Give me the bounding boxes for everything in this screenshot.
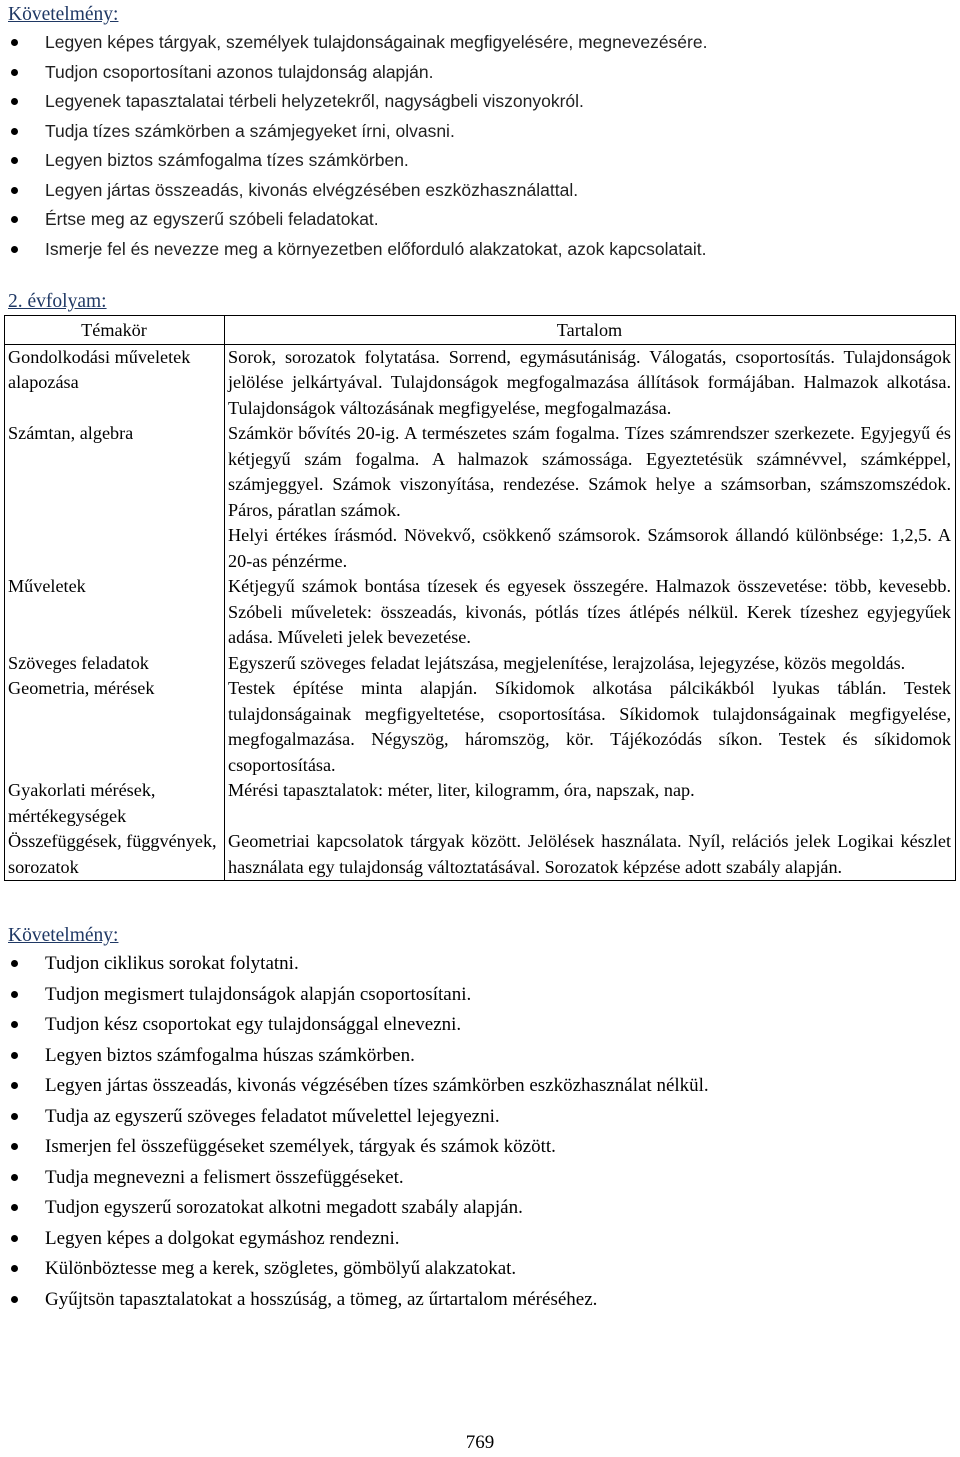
- content-paragraph: Számkör bővítés 20-ig. A természetes szám fogalma. Tízes számrendszer szerkezete. Egyjegyű és kétjegyű szám fogalma. A halmazok számossága. Egyeztetésük számnévvel, számképpel, számjeggyel. Számok viszonyítása, rendezése. Számok helye a számsorban, számszomszédok. Páros, páratlan számok.: [228, 423, 951, 520]
- requirements-heading-1: Követelmény:: [8, 4, 119, 25]
- list-item: Tudja megnevezni a felismert összefüggéseket.: [8, 1163, 952, 1194]
- list-item: Legyen jártas összeadás, kivonás végzésében tízes számkörben eszközhasználat nélkül.: [8, 1071, 952, 1102]
- content-paragraph: Geometriai kapcsolatok tárgyak között. Jelölések használata. Nyíl, relációs jelek Logikai készlet használata egy tulajdonság változtatásával. Sorozatok képzése adott szabály alapján.: [228, 831, 951, 877]
- list-item: Tudja az egyszerű szöveges feladatot művelettel lejegyezni.: [8, 1102, 952, 1133]
- table-row: [5, 344, 956, 421]
- requirements-list-1: [8, 28, 952, 264]
- list-item: Különböztesse meg a kerek, szögletes, gömbölyű alakzatokat.: [8, 1254, 952, 1285]
- document-page: [8, 0, 952, 1315]
- content-paragraph: Kétjegyű számok bontása tízesek és egyesek összegére. Halmazok összevetése: több, kevesebb. Szóbeli műveletek: összeadás, kivonás, pótlás tízes átlépés nélkül. Kerek tízeshez egyjegyűek adása. Műveleti jelek bevezetése.: [228, 576, 951, 647]
- topic-cell: Geometria, mérések: [5, 676, 225, 778]
- list-item: Ismerje fel és nevezze meg a környezetben előforduló alakzatokat, azok kapcsolatait.: [8, 235, 952, 265]
- list-item: Legyen képes tárgyak, személyek tulajdonságainak megfigyelésére, megnevezésére.: [8, 28, 952, 58]
- list-item: Tudjon egyszerű sorozatokat alkotni megadott szabály alapján.: [8, 1193, 952, 1224]
- list-item: Értse meg az egyszerű szóbeli feladatokat.: [8, 205, 952, 235]
- list-item: Legyen biztos számfogalma húszas számkörben.: [8, 1041, 952, 1072]
- content-paragraph: Sorok, sorozatok folytatása. Sorrend, egymásutániság. Válogatás, csoportosítás. Tulajdonságok jelölése jelkártyával. Tulajdonságok megfogalmazása állítások formájában. Halmazok alkotása. Tulajdonságok változásának megfigyelése, megfogalmazása.: [228, 346, 951, 418]
- list-item: Tudjon csoportosítani azonos tulajdonság alapján.: [8, 58, 952, 88]
- list-item: Tudjon ciklikus sorokat folytatni.: [8, 949, 952, 980]
- table-row: [5, 778, 956, 829]
- column-header-topic: Témakör: [5, 316, 225, 345]
- table-header-row: [5, 316, 956, 345]
- content-paragraph: Egyszerű szöveges feladat lejátszása, megjelenítése, lerajzolása, lejegyzése, közös megoldás.: [228, 652, 906, 673]
- column-header-content: Tartalom: [225, 316, 956, 345]
- topic-cell: Gondolkodási műveletek alapozása: [5, 344, 225, 421]
- list-item: Legyen képes a dolgokat egymáshoz rendezni.: [8, 1224, 952, 1255]
- topic-cell: Összefüggések, függvények, sorozatok: [5, 829, 225, 881]
- content-paragraph: Testek építése minta alapján. Síkidomok alkotása pálcikákból lyukas táblán. Testek tulajdonságainak megfigyeltetése, csoportosítása. Síkidomok tulajdonságainak megfigyelése, megfogalmazása. Négyszög, háromszög, kör. Tájékozódás síkon. Testek és síkidomok csoportosítása.: [228, 678, 951, 775]
- requirements-list-2: [8, 949, 952, 1315]
- topic-cell: Számtan, algebra: [5, 421, 225, 574]
- topic-cell: Szöveges feladatok: [5, 651, 225, 677]
- curriculum-table: [4, 315, 956, 881]
- list-item: Legyen biztos számfogalma tízes számkörben.: [8, 146, 952, 176]
- list-item: Tudjon megismert tulajdonságok alapján csoportosítani.: [8, 980, 952, 1011]
- table-row: [5, 676, 956, 778]
- list-item: Gyűjtsön tapasztalatokat a hosszúság, a tömeg, az űrtartalom méréséhez.: [8, 1285, 952, 1316]
- topic-cell: Gyakorlati mérések, mértékegységek: [5, 778, 225, 829]
- topic-cell: Műveletek: [5, 574, 225, 651]
- requirements-heading-2: Követelmény:: [8, 925, 119, 946]
- content-cell: [225, 676, 956, 778]
- list-item: Ismerjen fel összefüggéseket személyek, tárgyak és számok között.: [8, 1132, 952, 1163]
- table-row: [5, 574, 956, 651]
- content-cell: [225, 829, 956, 881]
- table-row: [5, 829, 956, 881]
- table-row: [5, 651, 956, 677]
- content-paragraph: Helyi értékes írásmód. Növekvő, csökkenő számsorok. Számsorok állandó különbsége: 1,2,5. A 20-as pénzérme.: [228, 525, 951, 571]
- content-cell: [225, 421, 956, 574]
- content-cell: [225, 651, 956, 677]
- list-item: Tudjon kész csoportokat egy tulajdonsággal elnevezni.: [8, 1010, 952, 1041]
- list-item: Legyenek tapasztalatai térbeli helyzetekről, nagyságbeli viszonyokról.: [8, 87, 952, 117]
- content-paragraph: Mérési tapasztalatok: méter, liter, kilogramm, óra, napszak, nap.: [228, 780, 695, 800]
- table-row: [5, 421, 956, 574]
- list-item: Legyen jártas összeadás, kivonás elvégzésében eszközhasználattal.: [8, 176, 952, 206]
- page-number: 769: [465, 1432, 495, 1453]
- content-cell: [225, 778, 956, 829]
- content-cell: [225, 574, 956, 651]
- list-item: Tudja tízes számkörben a számjegyeket írni, olvasni.: [8, 117, 952, 147]
- content-cell: [225, 344, 956, 421]
- grade-heading: 2. évfolyam:: [8, 291, 107, 312]
